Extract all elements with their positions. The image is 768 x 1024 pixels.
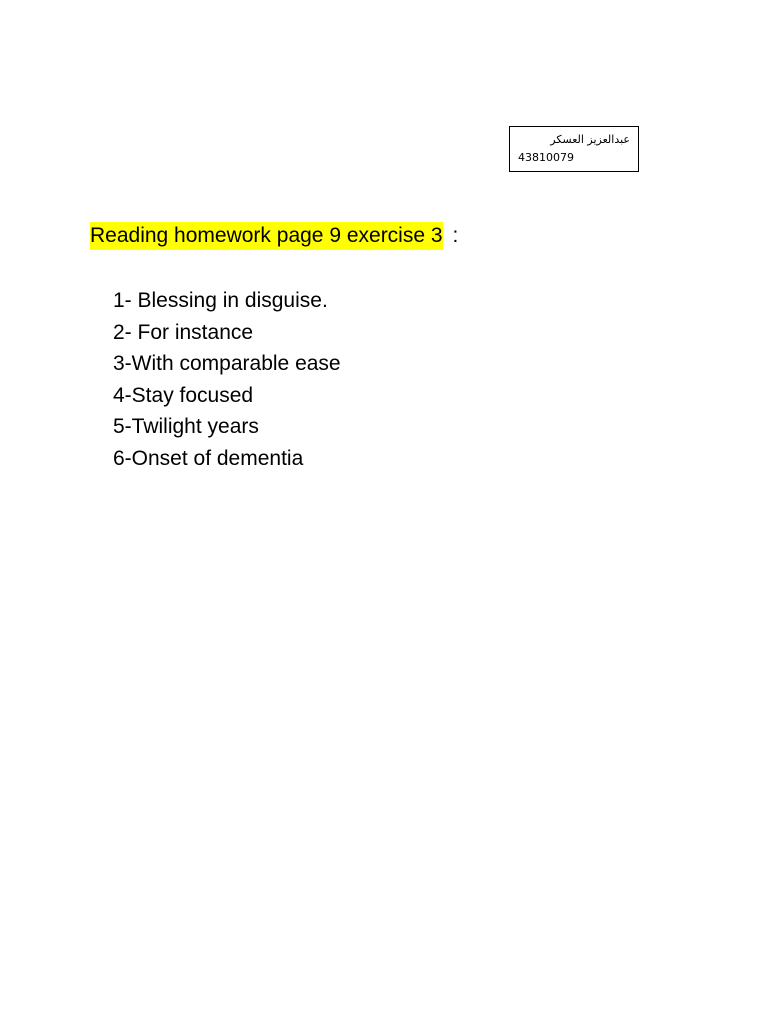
answer-item-2: 2- For instance xyxy=(113,320,254,344)
student-id: 43810079 xyxy=(518,151,574,164)
answer-item-6: 6-Onset of dementia xyxy=(113,446,304,470)
answer-item-4: 4-Stay focused xyxy=(113,383,254,407)
answer-list xyxy=(113,285,341,474)
student-info-box xyxy=(509,126,639,172)
answer-item-5: 5-Twilight years xyxy=(113,415,259,438)
student-name: عبدالعزيز العسكر xyxy=(550,133,630,146)
homework-heading xyxy=(90,219,458,253)
answer-item-1: 1- Blessing in disguise. xyxy=(113,289,328,312)
heading-title: Reading homework page 9 exercise 3 xyxy=(90,222,443,250)
answer-item-3: 3-With comparable ease xyxy=(113,352,341,375)
heading-colon: : xyxy=(452,224,459,247)
